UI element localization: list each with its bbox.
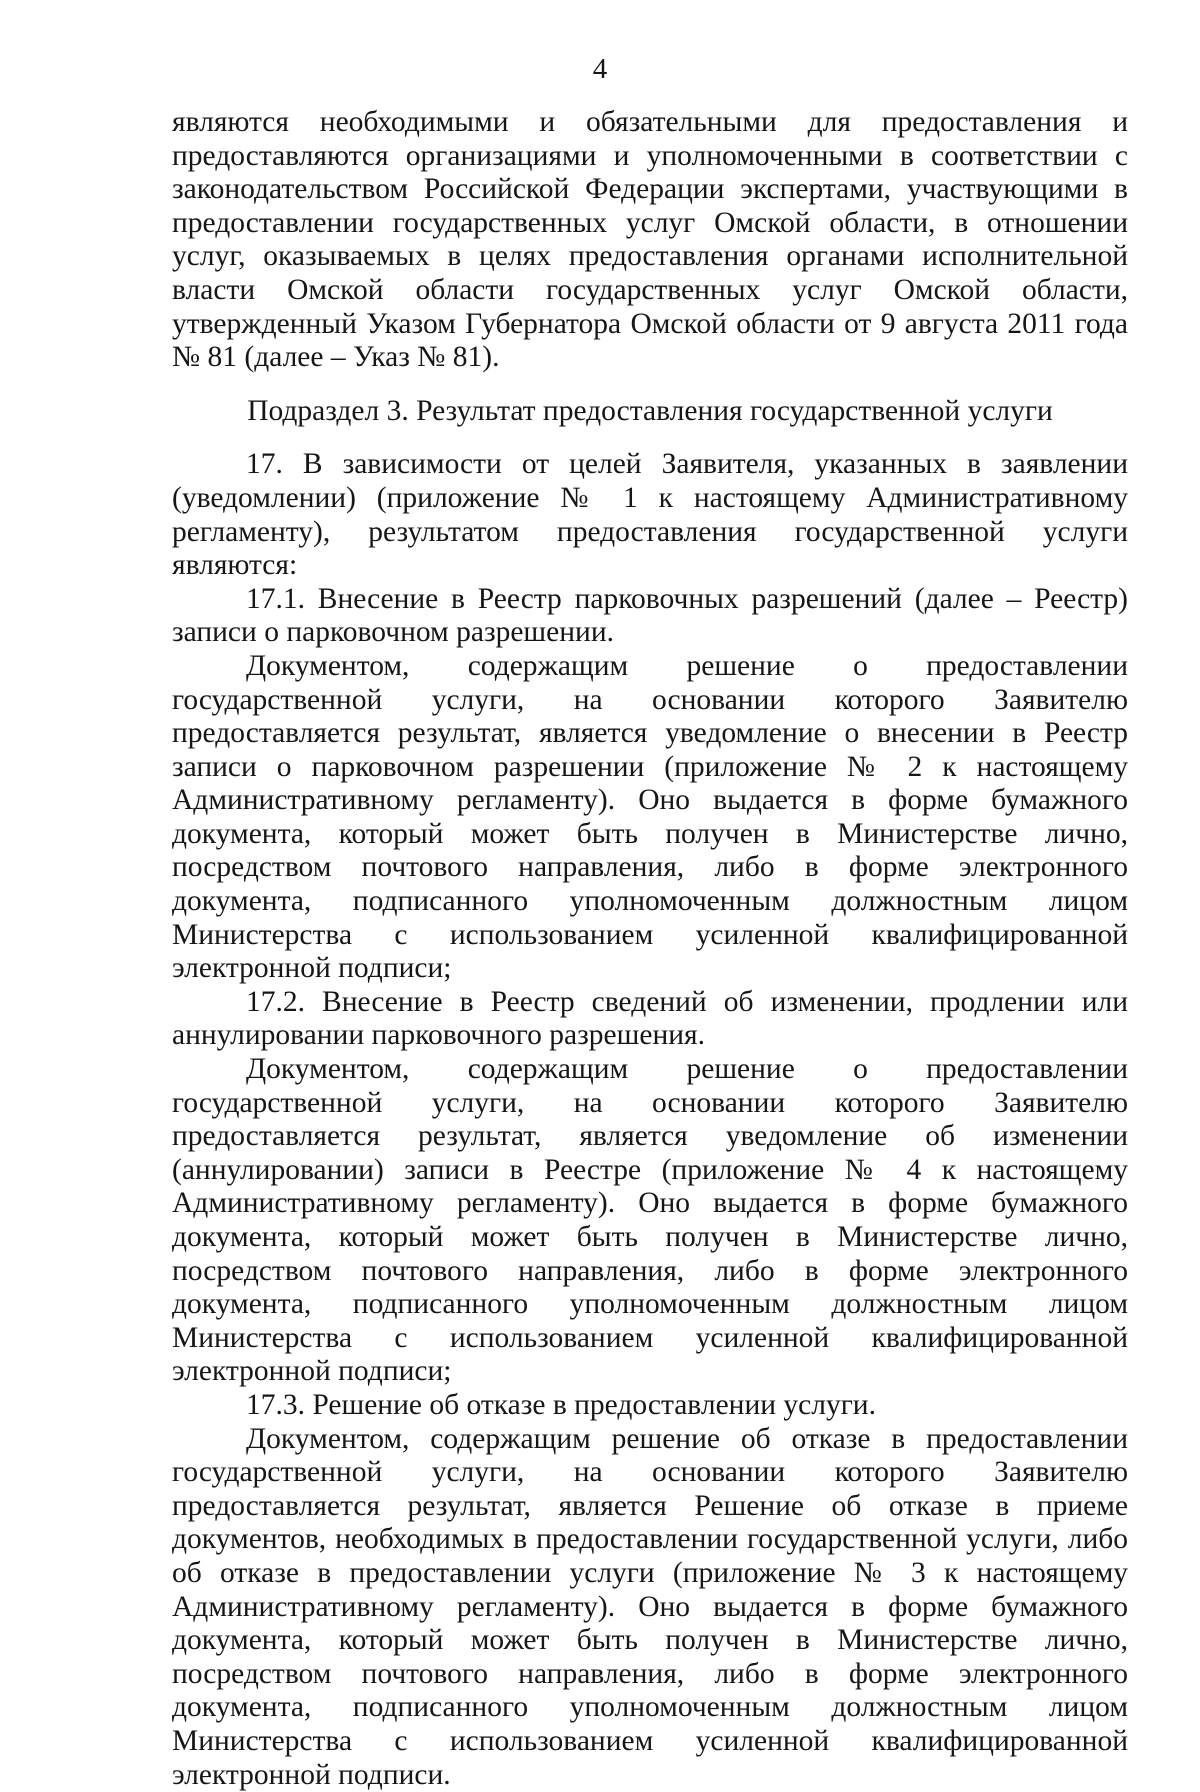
paragraph-17: 17. В зависимости от целей Заявителя, указанных в заявлении (уведомлении) (приложение № 1 к настоящему Административному регламенту), результатом предоставления государственной услуги являются: bbox=[172, 448, 1128, 582]
page-number: 4 bbox=[592, 53, 608, 85]
paragraph-17-2: 17.2. Внесение в Реестр сведений об изменении, продлении или аннулировании парковочного разрешения. bbox=[172, 985, 1128, 1052]
paragraph-17-1: 17.1. Внесение в Реестр парковочных разрешений (далее – Реестр) записи о парковочном разрешении. bbox=[172, 582, 1128, 649]
section-heading: Подраздел 3. Результат предоставления государственной услуги bbox=[247, 394, 1053, 427]
paragraph-17-1-document: Документом, содержащим решение о предоставлении государственной услуги, на основании которого Заявителю предоставляется результат, является уведомление о внесении в Реестр записи о парковочном разрешении (приложение № 2 к настоящему Административному регламенту). Оно выдается в форме бумажного документа, который может быть получен в Министерстве лично, посредством почтового направления, либо в форме электронного документа, подписанного уполномоченным должностным лицом Министерства с использованием усиленной квалифицированной электронной подписи; bbox=[172, 649, 1128, 985]
paragraph-intro: являются необходимыми и обязательными для предоставления и предоставляются организациями и уполномоченными в соответствии с законодательством Российской Федерации экспертами, участвующими в предоставлении государственных услуг Омской области, в отношении услуг, оказываемых в целях предоставления органами исполнительной власти Омской области государственных услуг Омской области, утвержденный Указом Губернатора Омской области от 9 августа 2011 года № 81 (далее – Указ № 81). bbox=[172, 106, 1128, 374]
paragraph-17-3-document: Документом, содержащим решение об отказе в предоставлении государственной услуги, на основании которого Заявителю предоставляется результат, является Решение об отказе в приеме документов, необходимых в предоставлении государственной услуги, либо об отказе в предоставлении услуги (приложение № 3 к настоящему Административному регламенту). Оно выдается в форме бумажного документа, который может быть получен в Министерстве лично, посредством почтового направления, либо в форме электронного документа, подписанного уполномоченным должностным лицом Министерства с использованием усиленной квалифицированной электронной подписи. bbox=[172, 1422, 1128, 1791]
paragraph-17-2-document: Документом, содержащим решение о предоставлении государственной услуги, на основании которого Заявителю предоставляется результат, является уведомление об изменении (аннулировании) записи в Реестре (приложение № 4 к настоящему Административному регламенту). Оно выдается в форме бумажного документа, который может быть получен в Министерстве лично, посредством почтового направления, либо в форме электронного документа, подписанного уполномоченным должностным лицом Министерства с использованием усиленной квалифицированной электронной подписи; bbox=[172, 1053, 1128, 1388]
document-body bbox=[172, 106, 1128, 1792]
paragraph-17-3: 17.3. Решение об отказе в предоставлении услуги. bbox=[246, 1388, 876, 1421]
